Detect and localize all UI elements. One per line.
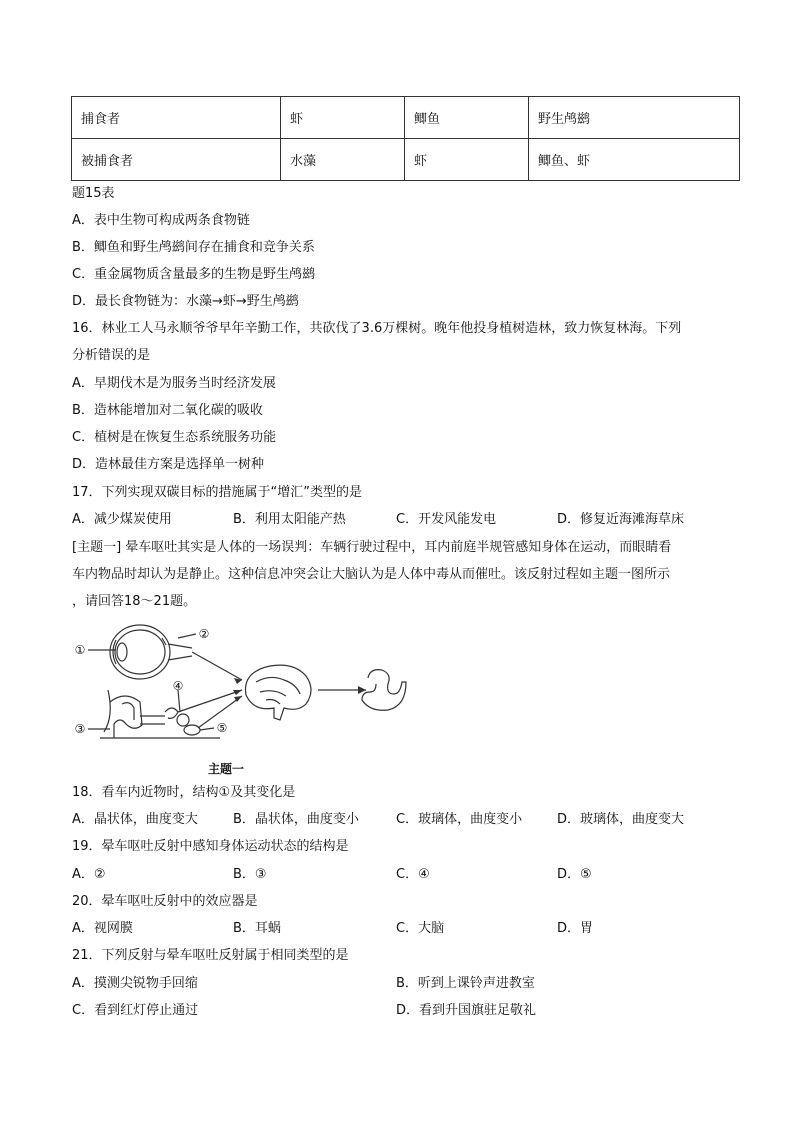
q21-option-b: B．听到上课铃声进教室 [396, 976, 535, 991]
table-cell: 水藻 [281, 139, 405, 181]
q20-option-d: D．胃 [557, 921, 594, 936]
q20-option-c: C．大脑 [396, 921, 445, 936]
table-cell: 鲫鱼、虾 [529, 139, 740, 181]
q15-option-b: B．鲫鱼和野生鸬鹚间存在捕食和竞争关系 [72, 240, 315, 255]
q16-stem-line1: 16．林业工人马永顺爷爷早年辛勤工作，共砍伐了3.6万棵树。晚年他投身植树造林，致力恢复林海。下列 [72, 321, 682, 336]
eye-illustration [110, 625, 192, 679]
q20-option-a: A．视网膜 [72, 921, 133, 936]
q19-option-c: C．④ [396, 867, 430, 882]
stomach-illustration [362, 670, 406, 711]
q15-option-c: C．重金属物质含量最多的生物是野生鸬鹚 [72, 267, 316, 282]
q18-stem: 18．看车内近物时，结构①及其变化是 [72, 785, 296, 800]
q19-option-b: B．③ [233, 867, 267, 882]
q17-option-a: A．减少煤炭使用 [72, 512, 172, 527]
q21-option-c: C．看到红灯停止通过 [72, 1003, 199, 1018]
q18-option-b: B．晶状体，曲度变小 [233, 812, 359, 827]
figure-label-5: ⑤ [216, 721, 228, 735]
table-cell: 被捕食者 [72, 139, 281, 181]
q18-option-c: C．玻璃体，曲度变小 [396, 812, 523, 827]
q16-option-c: C．植树是在恢复生态系统服务功能 [72, 430, 277, 445]
q18-option-d: D．玻璃体，曲度变大 [557, 812, 685, 827]
q17-stem: 17．下列实现双碳目标的措施属于“增汇”类型的是 [72, 485, 363, 500]
table-cell: 野生鸬鹚 [529, 97, 740, 139]
q15-option-a: A．表中生物可构成两条食物链 [72, 213, 250, 228]
q19-option-a: A．② [72, 867, 106, 882]
q17-option-b: B．利用太阳能产热 [233, 512, 346, 527]
food-chain-table [71, 96, 740, 181]
table-caption: 题15表 [72, 186, 115, 201]
table-row [72, 139, 740, 181]
theme-line3: ，请回答18～21题。 [72, 594, 197, 609]
q21-stem: 21．下列反射与晕车呕吐反射属于相同类型的是 [72, 948, 349, 963]
q15-option-d: D．最长食物链为：水藻→虾→野生鸬鹚 [72, 294, 299, 309]
q21-option-a: A．摸测尖锐物手回缩 [72, 976, 198, 991]
theme-line2: 车内物品时却认为是静止。这种信息冲突会让大脑认为是人体中毒从而催吐。该反射过程如主题一图所示 [72, 567, 671, 582]
figure-label-3: ③ [74, 722, 86, 736]
q18-option-a: A．晶状体，曲度变大 [72, 812, 198, 827]
figure-label-1: ① [74, 643, 86, 657]
q17-option-d: D．修复近海滩海草床 [557, 512, 685, 527]
figure-label-4: ④ [172, 679, 184, 693]
ear-illustration [100, 690, 220, 738]
q21-option-d: D．看到升国旗驻足敬礼 [396, 1003, 537, 1018]
q16-stem-line2: 分析错误的是 [72, 348, 151, 363]
q19-stem: 19．晕车呕吐反射中感知身体运动状态的结构是 [72, 839, 349, 854]
table-cell: 鲫鱼 [405, 97, 529, 139]
theme-line1: [主题一] 晕车呕吐其实是人体的一场误判：车辆行驶过程中，耳内前庭半规管感知身体在运动，而眼睛看 [72, 540, 672, 555]
brain-illustration [246, 665, 312, 720]
q17-option-c: C．开发风能发电 [396, 512, 497, 527]
table-cell: 虾 [281, 97, 405, 139]
table-cell: 虾 [405, 139, 529, 181]
q16-option-d: D．造林最佳方案是选择单一树种 [72, 457, 265, 472]
figure-label-2: ② [198, 627, 210, 641]
q19-option-d: D．⑤ [557, 867, 592, 882]
figure-caption: 主题一 [208, 762, 245, 776]
q16-option-a: A．早期伐木是为服务当时经济发展 [72, 376, 276, 391]
q20-stem: 20．晕车呕吐反射中的效应器是 [72, 894, 258, 909]
table-row [72, 97, 740, 139]
q20-option-b: B．耳蜗 [233, 921, 281, 936]
table-cell: 捕食者 [72, 97, 281, 139]
q16-option-b: B．造林能增加对二氧化碳的吸收 [72, 403, 263, 418]
